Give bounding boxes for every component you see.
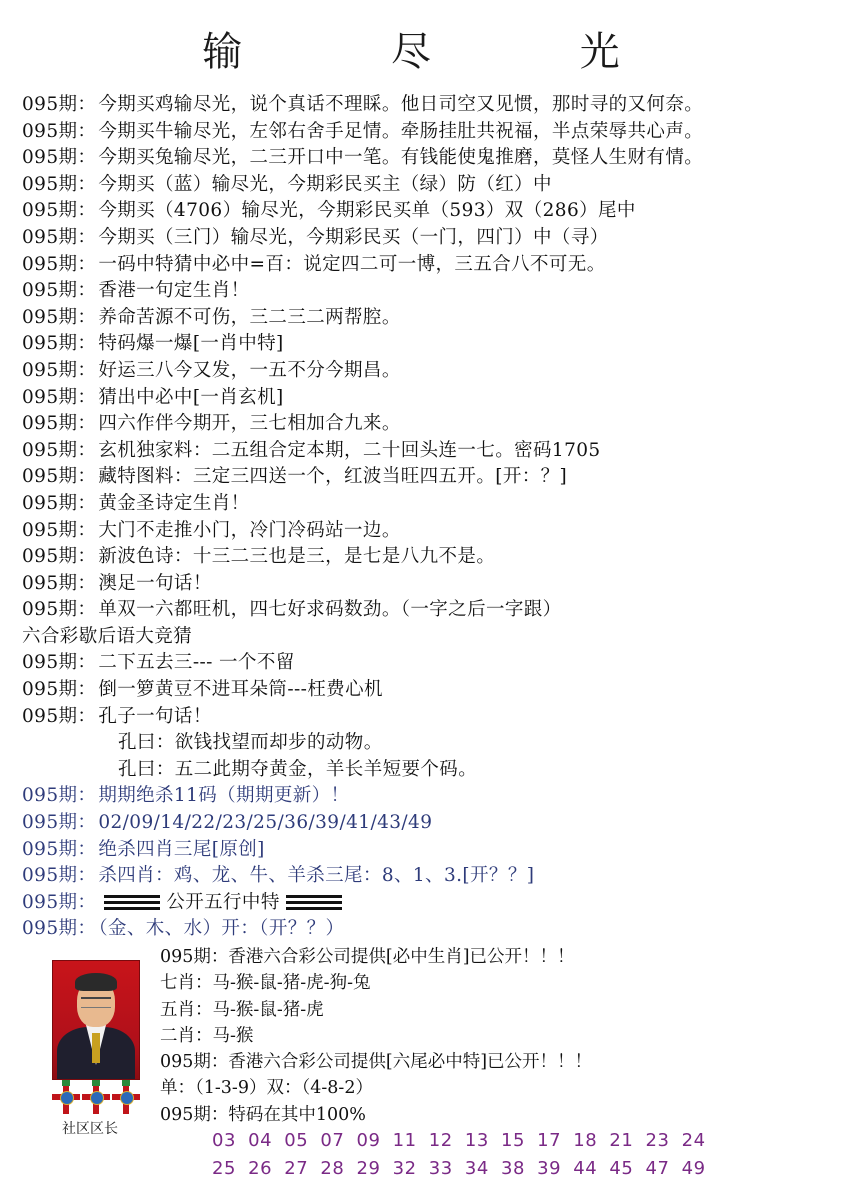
kill-line: [22, 810, 703, 837]
line-text: 倒一箩黄豆不进耳朵筒---枉费心机: [98, 679, 383, 701]
wuxing-label: 公开五行中特: [166, 891, 280, 913]
line-text: 今期买鸡输尽光，说个真话不理睬。他日司空又见惯，那时寻的又何奈。: [98, 94, 704, 115]
period-label: 095期：: [22, 413, 97, 435]
line-text: 香港一句定生肖！: [98, 280, 250, 302]
wuxing-header: [22, 890, 703, 917]
line-text: 单双一六都旺机，四七好求码数劲。（一字之后一字跟）: [98, 599, 562, 621]
period-label: 095期：: [22, 838, 97, 860]
period-label: 095期：: [22, 572, 97, 594]
period-label: 095期：: [22, 94, 97, 115]
period-label: 095期：: [22, 812, 97, 834]
period-label: 095期：: [22, 546, 97, 568]
riddle-line: [22, 677, 703, 704]
info-line: 单：（1-3-9）双：（4-8-2）: [160, 1078, 373, 1099]
section-title: 六合彩歇后语大竞猜: [22, 625, 193, 647]
info-line: 五肖：马-猴-鼠-猪-虎: [160, 999, 324, 1020]
period-label: 095期：: [22, 253, 97, 275]
medal-icons: [48, 1078, 144, 1118]
info-line: 二肖：马-猴: [160, 1025, 254, 1046]
period-label: 095期：: [22, 492, 97, 514]
prediction-line: [22, 464, 703, 491]
info-line: 095期：香港六合彩公司提供[必中生肖]已公开！！！: [160, 947, 575, 967]
prediction-line: [22, 331, 703, 358]
period-label: 095期：: [22, 679, 97, 701]
prediction-line: [22, 544, 703, 571]
period-label: 095期：: [22, 333, 97, 355]
period-label: 095期：: [22, 519, 97, 541]
medal-icon: [52, 1080, 80, 1114]
period-label: 095期：: [22, 599, 97, 621]
period-label: 095期：: [22, 359, 97, 381]
period-label: 095期：: [22, 785, 97, 807]
prediction-line: [22, 252, 703, 279]
info-line: 七肖：马-猴-鼠-猪-虎-狗-兔: [160, 973, 371, 994]
period-label: 095期：: [22, 466, 97, 488]
prediction-line: [22, 518, 703, 545]
prediction-line: [22, 145, 703, 172]
line-text: 新波色诗：十三二三也是三，是七是八九不是。: [98, 546, 496, 568]
line-text: 孔子一句话！: [98, 705, 212, 727]
portrait-photo: [52, 960, 140, 1080]
period-label: 095期：: [22, 918, 97, 940]
page-title: 输 尽 光: [202, 29, 688, 75]
wuxing-line: [22, 916, 703, 943]
portrait-caption: 社区区长: [62, 1121, 118, 1137]
line-text: 猜出中必中[一肖玄机]: [98, 386, 284, 408]
bottom-section: [0, 944, 860, 1204]
riddle-line: [22, 704, 703, 731]
line-text: 一码中特猜中必中=百：说定四二可一博，三五合八不可无。: [98, 253, 606, 275]
prediction-line: [22, 597, 703, 624]
prediction-line: [22, 225, 703, 252]
line-text: 02/09/14/22/23/25/36/39/41/43/49: [98, 812, 433, 834]
period-label: 095期：: [22, 439, 97, 461]
line-text: 玄机独家料：二五组合定本期，二十回头连一七。密码1705: [98, 439, 601, 461]
info-line: 095期：特码在其中100%: [160, 1104, 366, 1125]
confucius-line: 孔曰：五二此期夺黄金，羊长羊短要个码。: [118, 758, 478, 780]
line-text: 二下五去三--- 一个不留: [98, 652, 295, 674]
line-text: 特码爆一爆[一肖中特]: [98, 333, 284, 355]
prediction-line: [22, 305, 703, 332]
line-text: 黄金圣诗定生肖！: [98, 492, 250, 514]
line-text: 今期买（蓝）输尽光，今期彩民买主（绿）防（红）中: [98, 173, 552, 195]
kill-line: [22, 837, 703, 864]
period-label: 095期：: [22, 173, 97, 195]
prediction-line: [22, 92, 703, 119]
line-text: 养命苦源不可伤，三二三二两帮腔。: [98, 306, 401, 328]
prediction-line: [22, 172, 703, 199]
triple-bar-icon: [286, 892, 342, 913]
line-text: 今期买（4706）输尽光，今期彩民买单（593）双（286）尾中: [98, 200, 636, 222]
confucius-line: 孔曰：欲钱找望而却步的动物。: [118, 732, 383, 754]
prediction-lines: [22, 92, 703, 943]
line-text: 期期绝杀11码（期期更新）！: [98, 785, 350, 807]
kill-line: [22, 863, 703, 890]
prediction-line: [22, 438, 703, 465]
line-text: （金、木、水）开：（开？？）: [98, 918, 345, 940]
numbers-row: 03 04 05 07 09 11 12 13 15 17 18 21 23 24: [212, 1130, 706, 1151]
period-label: 095期：: [22, 386, 97, 408]
period-label: 095期：: [22, 705, 97, 727]
period-label: 095期：: [22, 891, 97, 913]
line-text: 好运三八今又发，一五不分今期昌。: [98, 359, 401, 381]
line-text: 杀四肖：鸡、龙、牛、羊杀三尾：8、1、3.[开？？]: [98, 865, 535, 887]
period-label: 095期：: [22, 200, 97, 222]
info-line: 095期：香港六合彩公司提供[六尾必中特]已公开！！！: [160, 1052, 593, 1073]
line-text: 澳足一句话！: [98, 572, 212, 594]
prediction-line: [22, 571, 703, 598]
period-label: 095期：: [22, 652, 97, 674]
prediction-line: [22, 358, 703, 385]
period-label: 095期：: [22, 280, 97, 302]
period-label: 095期：: [22, 306, 97, 328]
triple-bar-icon: [104, 892, 160, 913]
period-label: 095期：: [22, 147, 97, 169]
prediction-line: [22, 119, 703, 146]
prediction-line: [22, 385, 703, 412]
prediction-line: [22, 411, 703, 438]
prediction-line: [22, 198, 703, 225]
kill-line: [22, 783, 703, 810]
line-text: 今期买牛输尽光，左邻右舍手足情。牵肠挂肚共祝福，半点荣辱共心声。: [98, 120, 704, 142]
line-text: 藏特图料：三定三四送一个，红波当旺四五开。[开：？]: [98, 466, 568, 488]
medal-icon: [82, 1080, 110, 1114]
period-label: 095期：: [22, 226, 97, 248]
prediction-line: [22, 278, 703, 305]
line-text: 今期买（三门）输尽光，今期彩民买（一门，四门）中（寻）: [98, 226, 609, 248]
line-text: 今期买兔输尽光，二三开口中一笔。有钱能使鬼推磨，莫怪人生财有情。: [98, 147, 704, 169]
numbers-row: 25 26 27 28 29 32 33 34 38 39 44 45 47 49: [212, 1158, 706, 1179]
riddle-line: [22, 650, 703, 677]
period-label: 095期：: [22, 865, 97, 887]
period-label: 095期：: [22, 120, 97, 142]
line-text: 大门不走推小门，冷门冷码站一边。: [98, 519, 401, 541]
line-text: 绝杀四肖三尾[原创]: [98, 838, 265, 860]
prediction-line: [22, 491, 703, 518]
line-text: 四六作伴今期开，三七相加合九来。: [98, 413, 401, 435]
zodiac-info: [160, 944, 592, 1128]
medal-icon: [112, 1080, 140, 1114]
